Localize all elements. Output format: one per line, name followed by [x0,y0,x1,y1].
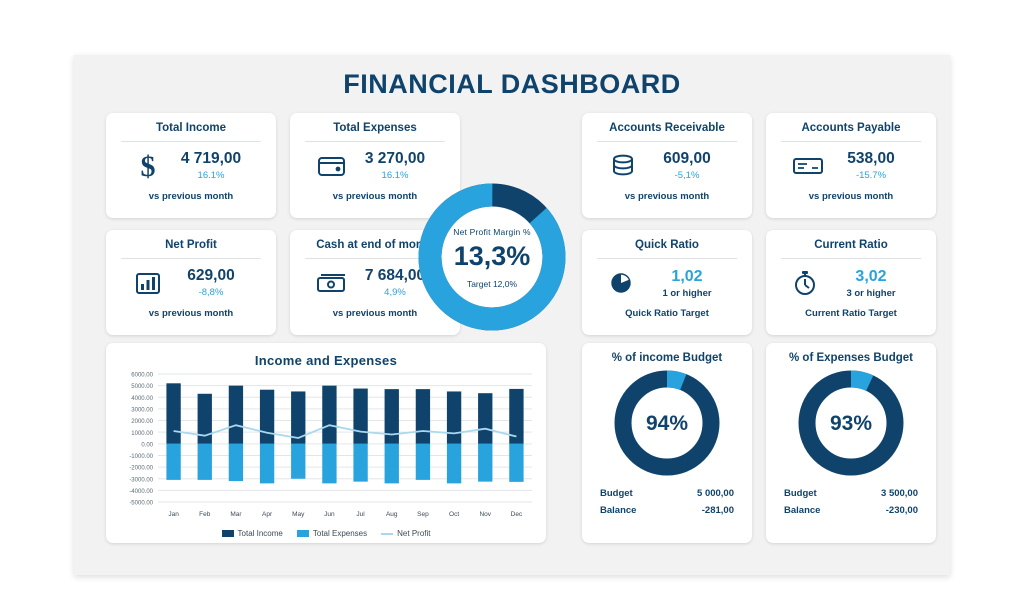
svg-text:Oct: Oct [449,511,460,518]
kpi-delta: 16.1% [197,170,225,181]
card-accounts-payable[interactable] [766,113,936,218]
kpi-footnote: vs previous month [624,191,710,202]
cash-icon [312,266,352,300]
card-current-ratio[interactable] [766,230,936,335]
cheque-icon [788,149,828,183]
divider [781,141,920,142]
kpi-value: 538,00 [847,150,895,167]
budget-percent: 94% [645,412,689,435]
card-title: Accounts Payable [801,122,901,134]
kpi-row [106,266,276,300]
svg-text:0.00: 0.00 [141,442,153,449]
card-title: Quick Ratio [635,239,699,251]
svg-text:6000.00: 6000.00 [131,372,153,379]
card-net-profit[interactable] [106,230,276,335]
kpi-row [290,149,460,183]
ratio-values [825,267,917,299]
card-title: Current Ratio [814,239,888,251]
card-title: Total Income [155,122,227,134]
svg-text:Apr: Apr [262,511,273,518]
legend-item [381,529,430,538]
ratio-footnote: Quick Ratio Target [625,308,709,319]
kpi-value: 7 684,00 [364,267,426,284]
kpi-delta: 4,9% [384,287,406,298]
card-title: Accounts Receivable [609,122,725,134]
budget-donut-wrap [766,364,936,482]
kpi-footnote: vs previous month [332,308,418,319]
kpi-delta: -15.7% [855,170,887,181]
kpi-footnote: vs previous month [808,191,894,202]
svg-text:1000.00: 1000.00 [131,430,153,437]
balance-row-value: -281,00 [701,505,734,516]
svg-text:-5000.00: -5000.00 [129,500,153,507]
ratio-subtext: 1 or higher [662,288,712,299]
kpi-footnote: vs previous month [148,191,234,202]
kpi-value: 609,00 [663,150,711,167]
kpi-value: 3 270,00 [364,150,426,167]
wallet-icon [312,149,352,183]
svg-text:-2000.00: -2000.00 [129,465,153,472]
kpi-row [766,149,936,183]
budget-row-value: 5 000,00 [697,488,734,499]
budget-donut-wrap [582,364,752,482]
divider [121,258,260,259]
ratio-value: 3,02 [855,268,887,285]
card-title: Net Profit [165,239,217,251]
kpi-values [168,267,254,299]
divider [305,141,444,142]
card-income-expenses-chart[interactable] [106,343,546,543]
balance-row [766,505,936,516]
budget-row [582,488,752,499]
svg-text:4000.00: 4000.00 [131,395,153,402]
svg-text:Aug: Aug [385,511,398,518]
balance-row-label: Balance [784,505,821,516]
legend-item [297,529,367,538]
kpi-delta: -5,1% [674,170,700,181]
svg-text:Jan: Jan [168,511,179,518]
legend-label: Net Profit [397,529,431,538]
svg-text:Jul: Jul [356,511,365,518]
card-title: Total Expenses [333,122,417,134]
kpi-values [168,150,254,182]
kpi-row [582,266,752,300]
svg-text:-4000.00: -4000.00 [129,488,153,495]
budget-row-label: Budget [600,488,633,499]
kpi-row [106,149,276,183]
kpi-value: 4 719,00 [180,150,242,167]
kpi-row [766,266,936,300]
kpi-delta: 16.1% [381,170,409,181]
ratio-subtext: 3 or higher [846,288,896,299]
card-title: % of income Budget [611,352,723,364]
bar-line-chart [106,368,546,528]
svg-text:Dec: Dec [510,511,523,518]
kpi-delta: -8,8% [198,287,224,298]
ratio-values [641,267,733,299]
legend-label: Total Income [237,529,283,538]
bar-chart-icon [128,266,168,300]
legend-swatch-total-income [222,530,234,537]
kpi-value: 629,00 [187,267,235,284]
divider [597,141,736,142]
gauge-target: Target 12,0% [466,279,518,289]
svg-text:-1000.00: -1000.00 [129,454,153,461]
kpi-values [828,150,914,182]
svg-text:-3000.00: -3000.00 [129,477,153,484]
legend-swatch-total-expenses [297,530,309,537]
ratio-value: 1,02 [671,268,703,285]
gauge-label-top: Net Profit Margin % [453,227,531,237]
svg-text:Nov: Nov [479,511,492,518]
pie-icon [601,266,641,300]
svg-text:3000.00: 3000.00 [131,407,153,414]
svg-text:Sep: Sep [417,511,429,518]
kpi-values [644,150,730,182]
ratio-footnote: Current Ratio Target [805,308,897,319]
kpi-row [582,149,752,183]
divider [781,258,920,259]
coins-icon [604,149,644,183]
page-title: FINANCIAL DASHBOARD [343,69,681,99]
balance-row-value: -230,00 [885,505,918,516]
budget-row-label: Budget [784,488,817,499]
balance-row [582,505,752,516]
card-expenses-budget[interactable] [766,343,936,543]
svg-text:5000.00: 5000.00 [131,384,153,391]
budget-percent: 93% [829,412,873,435]
svg-text:Jun: Jun [324,511,335,518]
budget-row-value: 3 500,00 [881,488,918,499]
dashboard-board [74,55,950,575]
svg-text:Feb: Feb [199,511,211,518]
divider [121,141,260,142]
net-profit-margin-gauge [414,179,570,335]
chart-area [106,368,546,528]
gauge-value: 13,3% [453,241,531,271]
card-title: % of Expenses Budget [789,352,913,364]
dollar-icon [128,149,168,183]
stopwatch-icon [785,266,825,300]
chart-title: Income and Expenses [254,353,398,368]
card-title: Cash at end of month [316,239,434,251]
legend-item [222,529,283,538]
divider [597,258,736,259]
svg-text:$: $ [140,151,156,181]
balance-row-label: Balance [600,505,637,516]
budget-row [766,488,936,499]
card-accounts-receivable[interactable] [582,113,752,218]
legend-label: Total Expenses [312,529,368,538]
svg-text:May: May [292,511,305,518]
card-quick-ratio[interactable] [582,230,752,335]
kpi-footnote: vs previous month [332,191,418,202]
kpi-values [352,150,438,182]
card-total-income[interactable] [106,113,276,218]
svg-text:Mar: Mar [230,511,242,518]
kpi-footnote: vs previous month [148,308,234,319]
svg-text:2000.00: 2000.00 [131,419,153,426]
chart-legend [106,529,546,538]
legend-swatch-net-profit [381,533,393,535]
card-income-budget[interactable] [582,343,752,543]
